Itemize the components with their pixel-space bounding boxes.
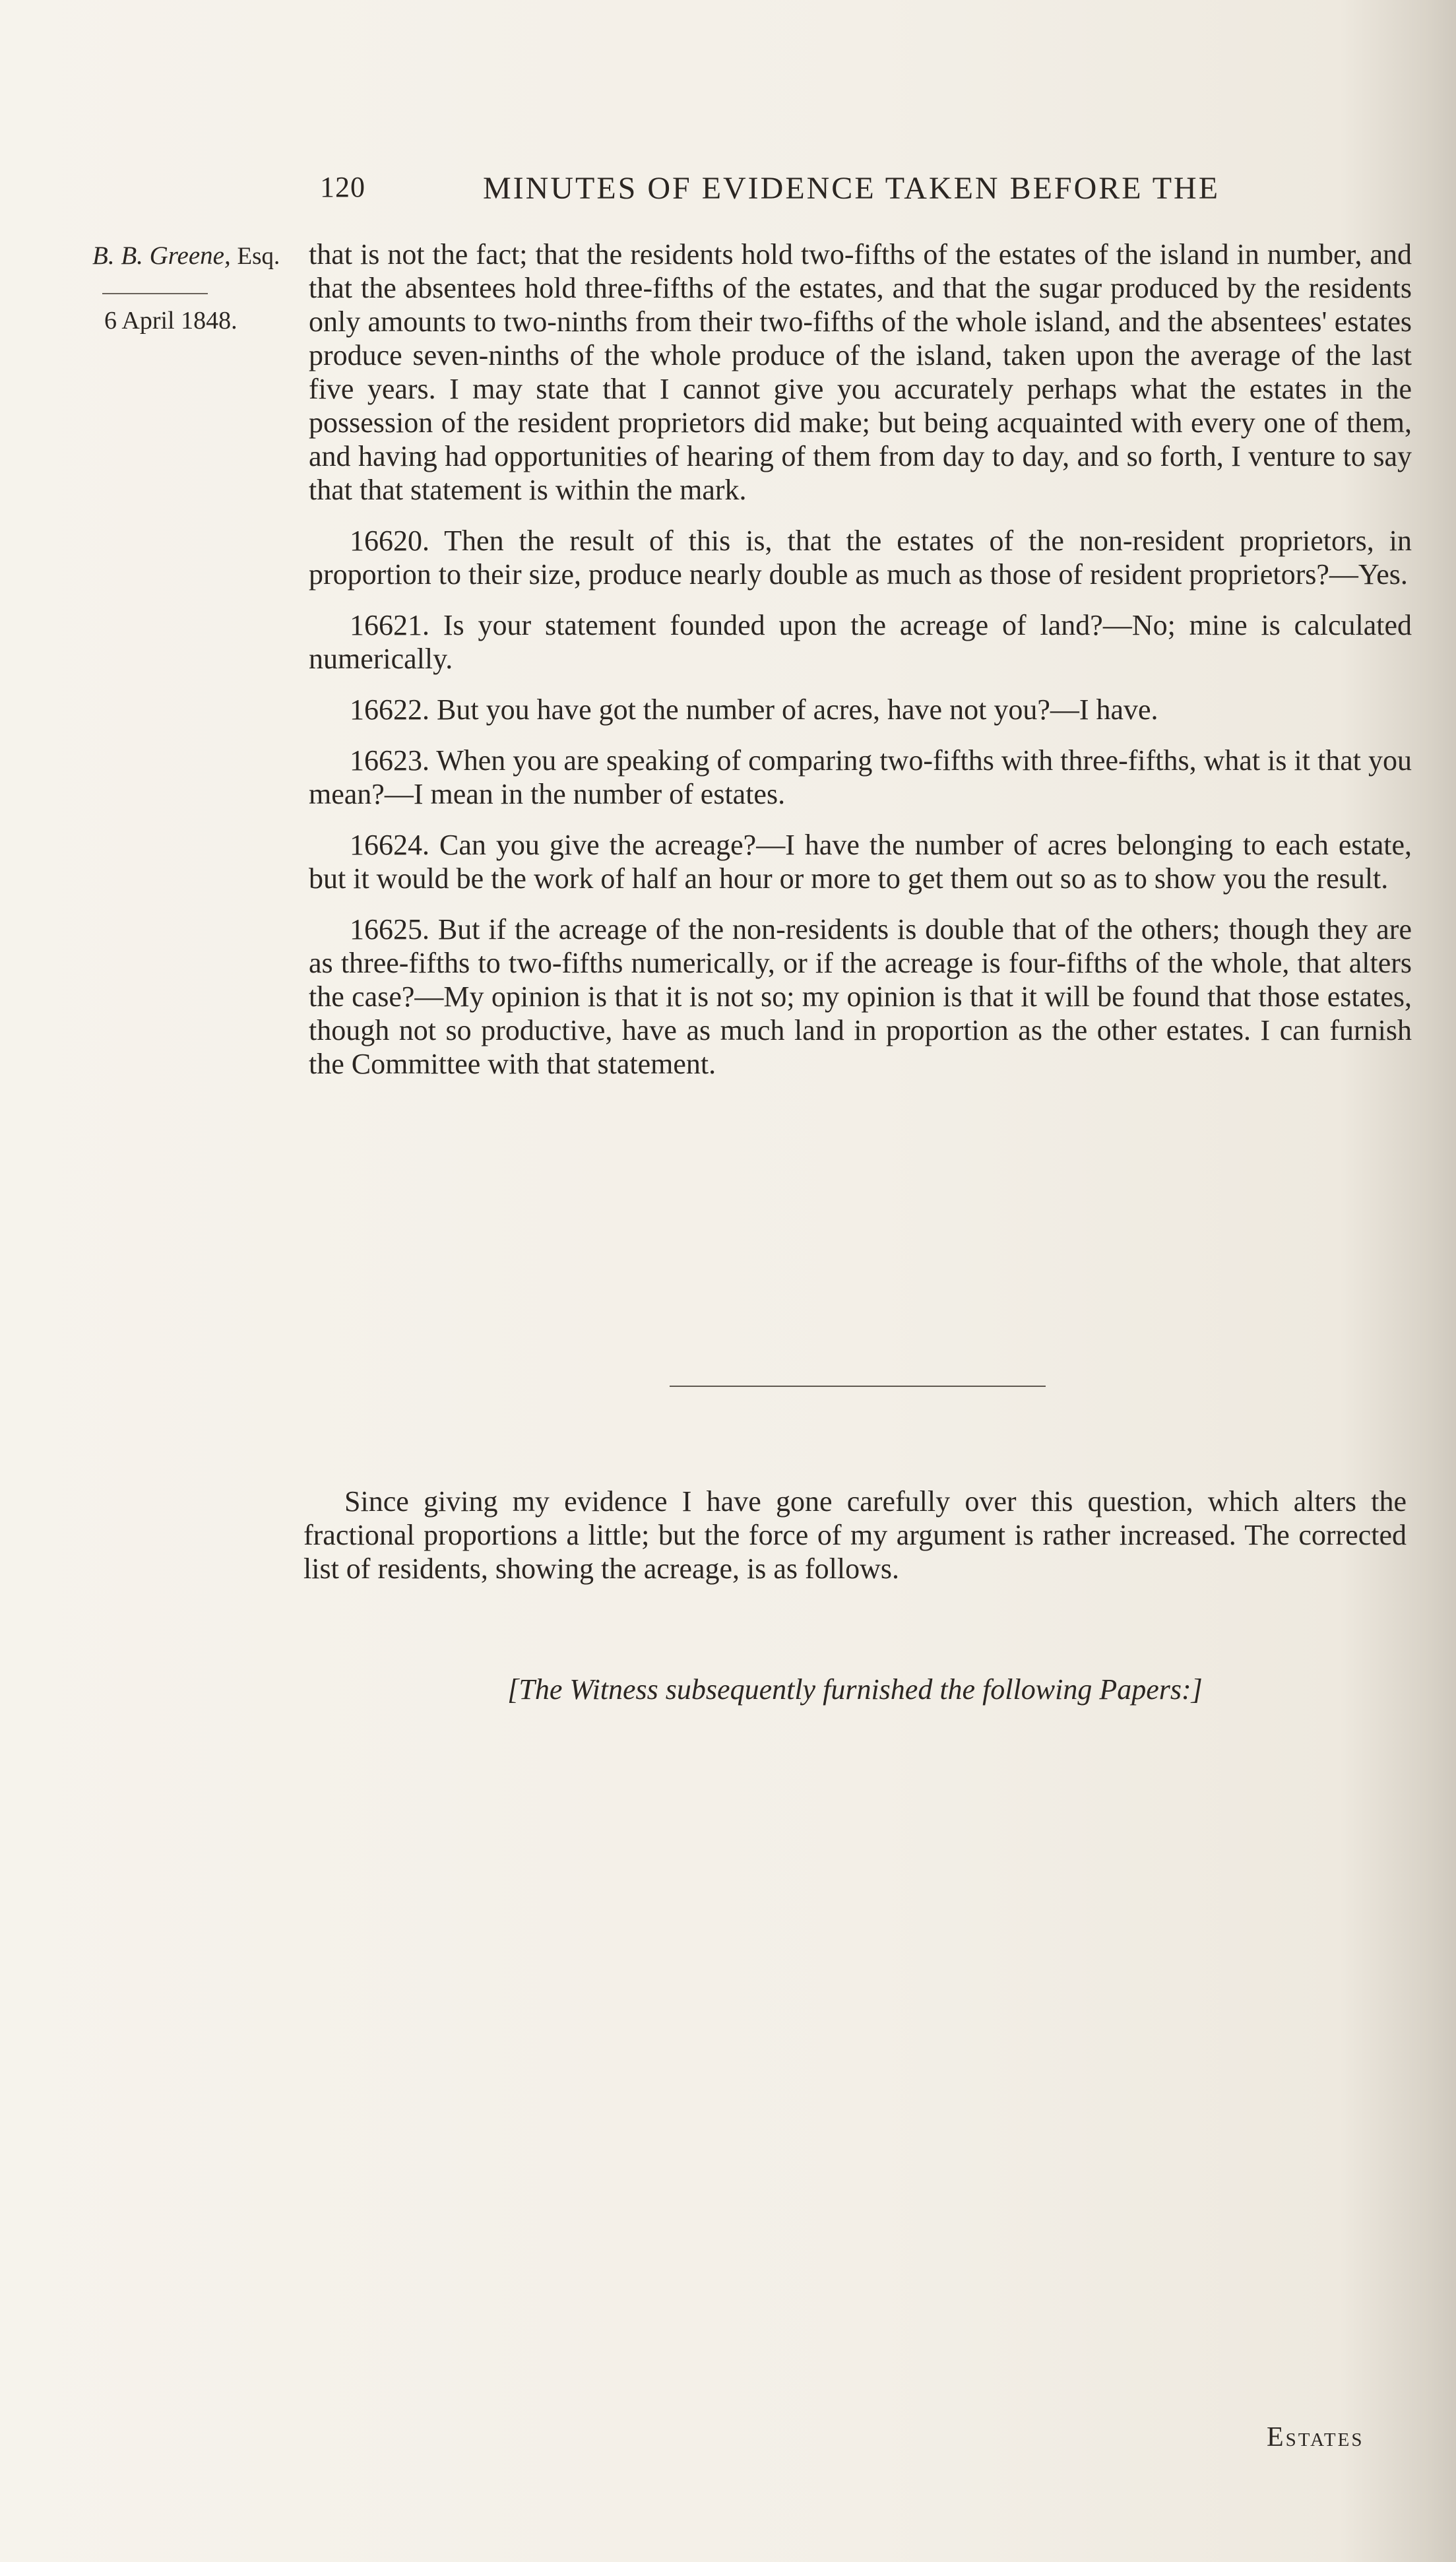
evidence-body — [309, 238, 1412, 1081]
question-16620: 16620. Then the result of this is, that the estates of the non-resident proprietors, in proportion to their size, produce nearly double as much as those of resident proprietors?—Yes. — [309, 525, 1412, 591]
question-16624: 16624. Can you give the acreage?—I have the number of acres belonging to each estate, but it would be the work of half an hour or more to get them out so as to show you the result. — [309, 829, 1412, 895]
section-divider — [670, 1386, 1046, 1387]
witness-addendum: Since giving my evidence I have gone carefully over this question, which alters the fractional proportions a little; but the force of my argument is rather increased. The corrected list of residents, showing the acreage, is as follows. — [303, 1485, 1407, 1585]
page-number: 120 — [320, 171, 365, 203]
witness-name — [92, 241, 310, 271]
margin-note — [92, 241, 310, 335]
question-16623: 16623. When you are speaking of comparing two-fifths with three-fifths, what is it that you mean?—I mean in the number of estates. — [309, 744, 1412, 810]
question-16625: 16625. But if the acreage of the non-residents is double that of the others; though they are as three-fifths to two-fifths numerically, or if the acreage is four-fifths of the whole, that alters the case?—My opinion is that it is not so; my opinion is that it will be found that those estates, though not so productive, have as much land in proportion as the other estates. I can furnish the Committee with that statement. — [309, 913, 1412, 1080]
papers-note: [The Witness subsequently furnished the following Papers:] — [507, 1673, 1203, 1706]
question-16621: 16621. Is your statement founded upon the acreage of land?—No; mine is calculated numerically. — [309, 609, 1412, 675]
continued-answer: that is not the fact; that the residents hold two-fifths of the estates of the island in number, and that the absentees hold three-fifths of the estates, and that the sugar produced by the residents only amounts to two-ninths from their two-fifths of the whole island, and the absentees' estates produce seven-ninths of the whole produce of the island, taken upon the average of the last five years. I may state that I cannot give you accurately perhaps what the estates in the possession of the resident proprietors did make; but being acquainted with every one of them, and having had opportunities of hearing of them from day to day, and so forth, I venture to say that that statement is within the mark. — [309, 238, 1412, 506]
witness-suffix: Esq. — [237, 243, 280, 270]
page-header — [303, 170, 1267, 223]
witness-name-text: B. B. Greene, — [92, 241, 231, 270]
catchword: Estates — [1267, 2422, 1364, 2452]
question-16622: 16622. But you have got the number of acres, have not you?—I have. — [350, 693, 1158, 726]
running-head: MINUTES OF EVIDENCE TAKEN BEFORE THE — [483, 171, 1220, 206]
evidence-date: 6 April 1848. — [104, 307, 237, 335]
margin-rule — [102, 293, 208, 294]
